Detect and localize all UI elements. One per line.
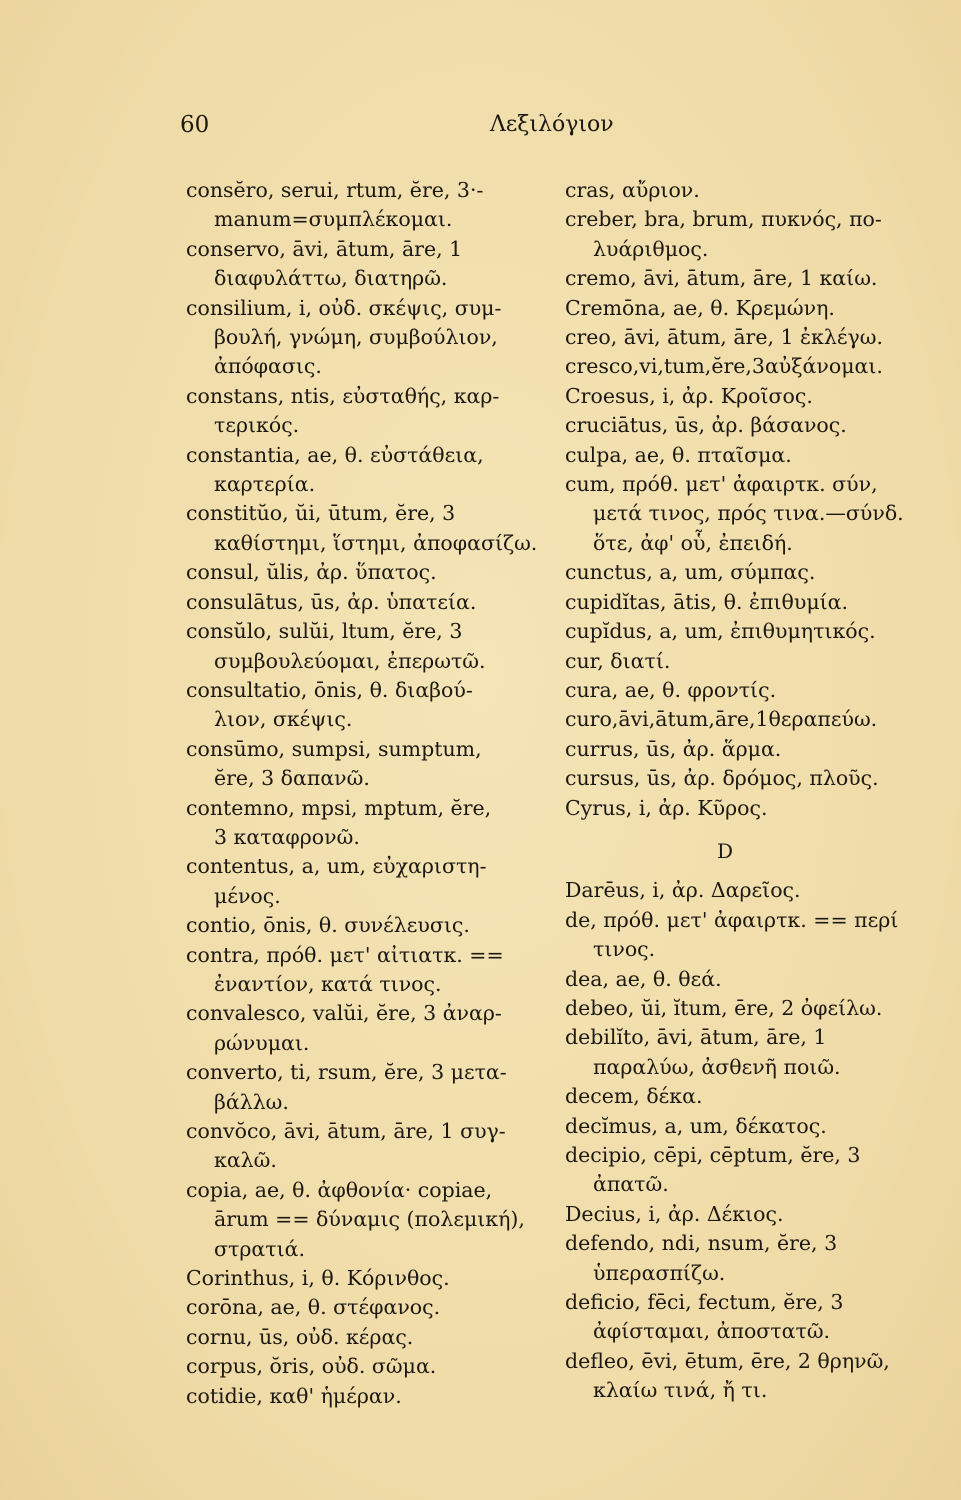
entry-headword-line: Decius, i, ἀρ. Δέκιος. — [565, 1201, 784, 1226]
entry-continuation-line: τερικός. — [214, 413, 300, 438]
entry-headword-line: debilĭto, āvi, ātum, āre, 1 — [565, 1025, 827, 1050]
dictionary-entry — [565, 876, 925, 905]
entry-continuation-line: κλαίω τινά, ἤ τι. — [593, 1378, 768, 1403]
entry-headword-line: cresco,vi,tum,ĕre,3αὐξάνομαι. — [565, 354, 883, 379]
entry-headword-line: converto, ti, rsum, ĕre, 3 μετα- — [186, 1060, 507, 1085]
dictionary-entry — [186, 499, 548, 558]
dictionary-entry — [186, 676, 548, 735]
dictionary-entry — [565, 588, 925, 617]
entry-headword-line: Corinthus, i, θ. Κόρινθος. — [186, 1266, 450, 1291]
dictionary-entry — [565, 1023, 925, 1082]
entry-headword-line: conservo, āvi, ātum, āre, 1 — [186, 236, 463, 261]
dictionary-entry — [565, 382, 925, 411]
dictionary-entry — [565, 558, 925, 587]
dictionary-entry — [565, 676, 925, 705]
dictionary-entry — [565, 965, 925, 994]
dictionary-entry — [565, 994, 925, 1023]
entry-headword-line: cum, πρόθ. μετ' ἀφαιρτκ. σύν, — [565, 472, 878, 497]
entry-continuation-line: ĕre, 3 δαπανῶ. — [214, 766, 370, 791]
entry-continuation-line: διαφυλάττω, διατηρῶ. — [214, 266, 448, 291]
entry-headword-line: consultatio, ōnis, θ. διαβού- — [186, 677, 473, 702]
entry-continuation-line: συμβουλεύομαι, ἐπερωτῶ. — [214, 648, 486, 673]
dictionary-entry — [565, 1200, 925, 1229]
entry-continuation-line: καρτερία. — [214, 472, 316, 497]
dictionary-entry — [186, 558, 548, 587]
entry-headword-line: decipio, cēpi, cēptum, ĕre, 3 — [565, 1143, 861, 1167]
dictionary-entry — [186, 999, 548, 1058]
entry-headword-line: cornu, ūs, οὐδ. κέρας. — [186, 1324, 414, 1349]
entry-headword-line: currus, ūs, ἀρ. ἅρμα. — [565, 736, 782, 761]
dictionary-entry — [186, 1058, 548, 1117]
dictionary-entry — [186, 1176, 548, 1264]
dictionary-entry — [186, 911, 548, 940]
dictionary-entry — [186, 1264, 548, 1293]
entry-headword-line: contentus, a, um, εὐχαριστη- — [186, 854, 487, 879]
entry-continuation-line: ἀπατῶ. — [593, 1172, 669, 1197]
entry-headword-line: defleo, ēvi, ētum, ēre, 2 θρηνῶ, — [565, 1348, 890, 1373]
dictionary-entry — [565, 1288, 925, 1347]
dictionary-entry — [565, 441, 925, 470]
right-column-c-entries — [565, 176, 925, 823]
dictionary-entry — [186, 382, 548, 441]
dictionary-entry — [186, 1323, 548, 1352]
running-title: Λεξιλόγιον — [490, 112, 614, 137]
entry-continuation-line: ὅτε, ἀφ' οὗ, ἐπειδή. — [593, 530, 793, 555]
entry-continuation-line: ἀφίσταμαι, ἀποστατῶ. — [593, 1319, 831, 1344]
dictionary-entry — [186, 294, 548, 382]
entry-continuation-line: καθίστημι, ἵστημι, ἀποφασίζω. — [214, 530, 538, 555]
entry-continuation-line: ἐναντίον, κατά τινος. — [214, 971, 442, 996]
dictionary-entry — [565, 411, 925, 440]
dictionary-entry — [186, 941, 548, 1000]
entry-continuation-line: βουλή, γνώμη, συμβούλιον, — [214, 325, 498, 350]
entry-headword-line: debeo, ŭi, ĭtum, ēre, 2 ὀφείλω. — [565, 995, 883, 1020]
dictionary-entry — [565, 764, 925, 793]
entry-headword-line: convalesco, valŭi, ĕre, 3 ἀναρ- — [186, 1001, 502, 1026]
dictionary-entry — [186, 1293, 548, 1322]
dictionary-entry — [565, 735, 925, 764]
entry-headword-line: consul, ŭlis, ἀρ. ὕπατος. — [186, 560, 437, 585]
dictionary-entry — [186, 735, 548, 794]
entry-continuation-line: 3 καταφρονῶ. — [214, 824, 360, 849]
entry-headword-line: cupĭdus, a, um, ἐπιθυμητικός. — [565, 619, 876, 644]
entry-continuation-line: τινος. — [593, 937, 656, 962]
entry-headword-line: decĭmus, a, um, δέκατος. — [565, 1113, 827, 1138]
entry-headword-line: cursus, ūs, ἀρ. δρόμος, πλοῦς. — [565, 766, 879, 791]
dictionary-entry — [186, 617, 548, 676]
entry-headword-line: Cremōna, ae, θ. Κρεμώνη. — [565, 295, 835, 320]
dictionary-entry — [565, 294, 925, 323]
entry-headword-line: copia, ae, θ. ἀφθονία· copiae, — [186, 1177, 493, 1202]
entry-headword-line: cremo, āvi, ātum, āre, 1 καίω. — [565, 266, 878, 291]
section-letter: D — [716, 838, 734, 863]
dictionary-entry — [186, 852, 548, 911]
dictionary-entry — [186, 1352, 548, 1381]
dictionary-entry — [186, 176, 548, 235]
dictionary-entry — [565, 176, 925, 205]
entry-headword-line: convŏco, āvi, ātum, āre, 1 συγ- — [186, 1119, 506, 1143]
entry-headword-line: cura, ae, θ. φροντίς. — [565, 677, 777, 702]
dictionary-entry — [186, 794, 548, 853]
dictionary-entry — [565, 352, 925, 381]
entry-continuation-line: ρώνυμαι. — [214, 1030, 310, 1055]
dictionary-entry — [565, 617, 925, 646]
right-column-d-entries — [565, 876, 925, 1405]
dictionary-entry — [565, 1141, 925, 1200]
dictionary-entry — [565, 264, 925, 293]
dictionary-entry — [565, 470, 925, 558]
entry-continuation-line: στρατιά. — [214, 1236, 305, 1261]
dictionary-entry — [186, 1117, 548, 1176]
entry-headword-line: cur, διατί. — [565, 648, 671, 673]
entry-headword-line: consūmo, sumpsi, sumptum, — [186, 736, 482, 761]
entry-headword-line: cupidĭtas, ātis, θ. ἐπιθυμία. — [565, 589, 849, 614]
dictionary-entry — [565, 323, 925, 352]
entry-headword-line: creber, bra, brum, πυκνός, πο- — [565, 207, 882, 232]
page-header — [180, 112, 820, 146]
entry-continuation-line: μετά τινος, πρός τινα.—σύνδ. — [593, 501, 904, 526]
entry-headword-line: contio, ōnis, θ. συνέλευσις. — [186, 913, 470, 938]
entry-headword-line: consulātus, ūs, ἀρ. ὑπατεία. — [186, 589, 477, 614]
entry-headword-line: consilium, i, οὐδ. σκέψις, συμ- — [186, 295, 502, 320]
entry-continuation-line: βάλλω. — [214, 1089, 289, 1114]
entry-headword-line: dea, ae, θ. θεά. — [565, 966, 722, 991]
entry-headword-line: defendo, ndi, nsum, ĕre, 3 — [565, 1231, 838, 1256]
entry-headword-line: contra, πρόθ. μετ' αἰτιατκ. == — [186, 942, 504, 967]
entry-headword-line: decem, δέκα. — [565, 1084, 703, 1109]
entry-continuation-line: ὑπερασπίζω. — [593, 1260, 726, 1285]
dictionary-entry — [186, 235, 548, 294]
entry-continuation-line: μένος. — [214, 883, 281, 908]
dictionary-entry — [565, 1112, 925, 1141]
entry-headword-line: creo, āvi, ātum, āre, 1 ἐκλέγω. — [565, 325, 883, 350]
entry-continuation-line: λιον, σκέψις. — [214, 707, 353, 732]
entry-headword-line: constantia, ae, θ. εὐστάθεια, — [186, 442, 484, 467]
dictionary-entry — [565, 647, 925, 676]
entry-headword-line: constans, ntis, εὐσταθής, καρ- — [186, 383, 500, 408]
entry-headword-line: corōna, ae, θ. στέφανος. — [186, 1295, 441, 1320]
dictionary-entry — [565, 1347, 925, 1406]
dictionary-entry — [565, 794, 925, 823]
entry-headword-line: de, πρόθ. μετ' ἀφαιρτκ. == περί — [565, 907, 899, 932]
entry-continuation-line: ārum == δύναμις (πολεμική), — [214, 1207, 525, 1232]
entry-headword-line: Cyrus, i, ἀρ. Κῦρος. — [565, 795, 768, 820]
dictionary-entry — [565, 906, 925, 965]
right-column — [565, 176, 925, 1406]
entry-headword-line: Croesus, i, ἀρ. Κροῖσος. — [565, 383, 813, 408]
dictionary-entry — [186, 441, 548, 500]
entry-headword-line: cras, αὔριον. — [565, 178, 700, 202]
entry-headword-line: culpa, ae, θ. πταῖσμα. — [565, 442, 792, 467]
dictionary-entry — [186, 588, 548, 617]
dictionary-entry — [565, 1082, 925, 1111]
dictionary-entry — [186, 1382, 548, 1411]
entry-continuation-line: manum=συμπλέκομαι. — [214, 207, 453, 232]
entry-headword-line: constitŭo, ŭi, ūtum, ĕre, 3 — [186, 501, 456, 526]
entry-continuation-line: λυάριθμος. — [593, 236, 709, 261]
entry-headword-line: cunctus, a, um, σύμπας. — [565, 560, 816, 585]
entry-headword-line: corpus, ŏris, οὐδ. σῶμα. — [186, 1354, 437, 1379]
entry-continuation-line: καλῶ. — [214, 1148, 277, 1173]
page-number: 60 — [180, 112, 210, 138]
entry-headword-line: curo,āvi,ātum,āre,1θεραπεύω. — [565, 707, 878, 732]
entry-headword-line: contemno, mpsi, mptum, ĕre, — [186, 795, 492, 820]
dictionary-entry — [565, 705, 925, 734]
entry-headword-line: consŭlo, sulŭi, ltum, ĕre, 3 — [186, 619, 463, 644]
entry-headword-line: consĕro, serui, rtum, ĕre, 3·- — [186, 178, 484, 202]
entry-headword-line: deficio, fēci, fectum, ĕre, 3 — [565, 1290, 844, 1315]
entry-continuation-line: παραλύω, ἀσθενῆ ποιῶ. — [593, 1054, 841, 1079]
entry-headword-line: cruciātus, ūs, ἀρ. βάσανος. — [565, 413, 847, 438]
entry-headword-line: cotidie, καθ' ἡμέραν. — [186, 1383, 402, 1408]
entry-continuation-line: ἀπόφασις. — [214, 354, 322, 379]
dictionary-entry — [565, 1229, 925, 1288]
entry-headword-line: Darēus, i, ἀρ. Δαρεῖος. — [565, 878, 801, 903]
dictionary-entry — [565, 205, 925, 264]
left-column — [186, 176, 548, 1411]
